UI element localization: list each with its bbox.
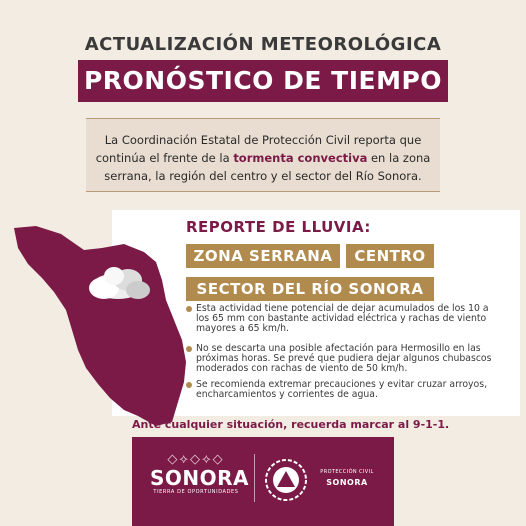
sonora-word: SONORA bbox=[150, 466, 250, 490]
zone-tag-centro: CENTRO bbox=[346, 244, 434, 268]
bullet-dot-icon bbox=[186, 346, 192, 352]
sonora-map-icon bbox=[6, 222, 190, 430]
bullet-item bbox=[186, 380, 504, 400]
bullet-text: Esta actividad tiene potencial de dejar acumulados de los 10 a los 65 mm con bastante actividad eléctrica y rachas de viento mayores a 65 km/h. bbox=[196, 303, 489, 334]
logo-divider bbox=[254, 454, 255, 502]
pc-top-text: PROTECCIÓN CIVIL bbox=[320, 469, 374, 475]
sonora-pattern: ◇⟡◇⟡◇ bbox=[167, 452, 225, 467]
bullet-dot-icon bbox=[186, 382, 192, 388]
sonora-tagline: TIERRA DE OPORTUNIDADES bbox=[153, 489, 239, 495]
pc-bottom-text: SONORA bbox=[326, 478, 368, 487]
sonora-logo bbox=[150, 452, 250, 495]
protection-civil-emblem-icon bbox=[264, 458, 308, 502]
title-bar: PRONÓSTICO DE TIEMPO bbox=[78, 60, 448, 102]
footer-note: Ante cualquier situación, recuerda marcar al 9-1-1. bbox=[132, 418, 450, 431]
bullet-item bbox=[186, 304, 504, 334]
zone-tag-rio-sonora: SECTOR DEL RÍO SONORA bbox=[186, 277, 434, 301]
bullet-text: Se recomienda extremar precauciones y evitar cruzar arroyos, encharcamientos y corrientes de agua. bbox=[196, 379, 488, 400]
title-top: ACTUALIZACIÓN METEOROLÓGICA bbox=[84, 34, 442, 55]
intro-part2: en la zona serrana, la región del centro y el sector del Río Sonora. bbox=[104, 151, 431, 183]
intro-text bbox=[90, 131, 436, 185]
bullet-dot-icon bbox=[186, 306, 192, 312]
intro-highlight: tormenta convectiva bbox=[233, 151, 368, 165]
protection-civil-text bbox=[312, 469, 382, 487]
intro-part1: La Coordinación Estatal de Protección Civil reporta que continúa el frente de la bbox=[95, 133, 422, 165]
bullet-item bbox=[186, 344, 504, 374]
report-title: REPORTE DE LLUVIA: bbox=[186, 218, 371, 236]
bullet-text: No se descarta una posible afectación para Hermosillo en las próximas horas. Se prevé que pudiera dejar algunos chubascos moderados con rachas de viento de 50 km/h. bbox=[196, 343, 492, 374]
zone-tag-serrana: ZONA SERRANA bbox=[186, 244, 340, 268]
